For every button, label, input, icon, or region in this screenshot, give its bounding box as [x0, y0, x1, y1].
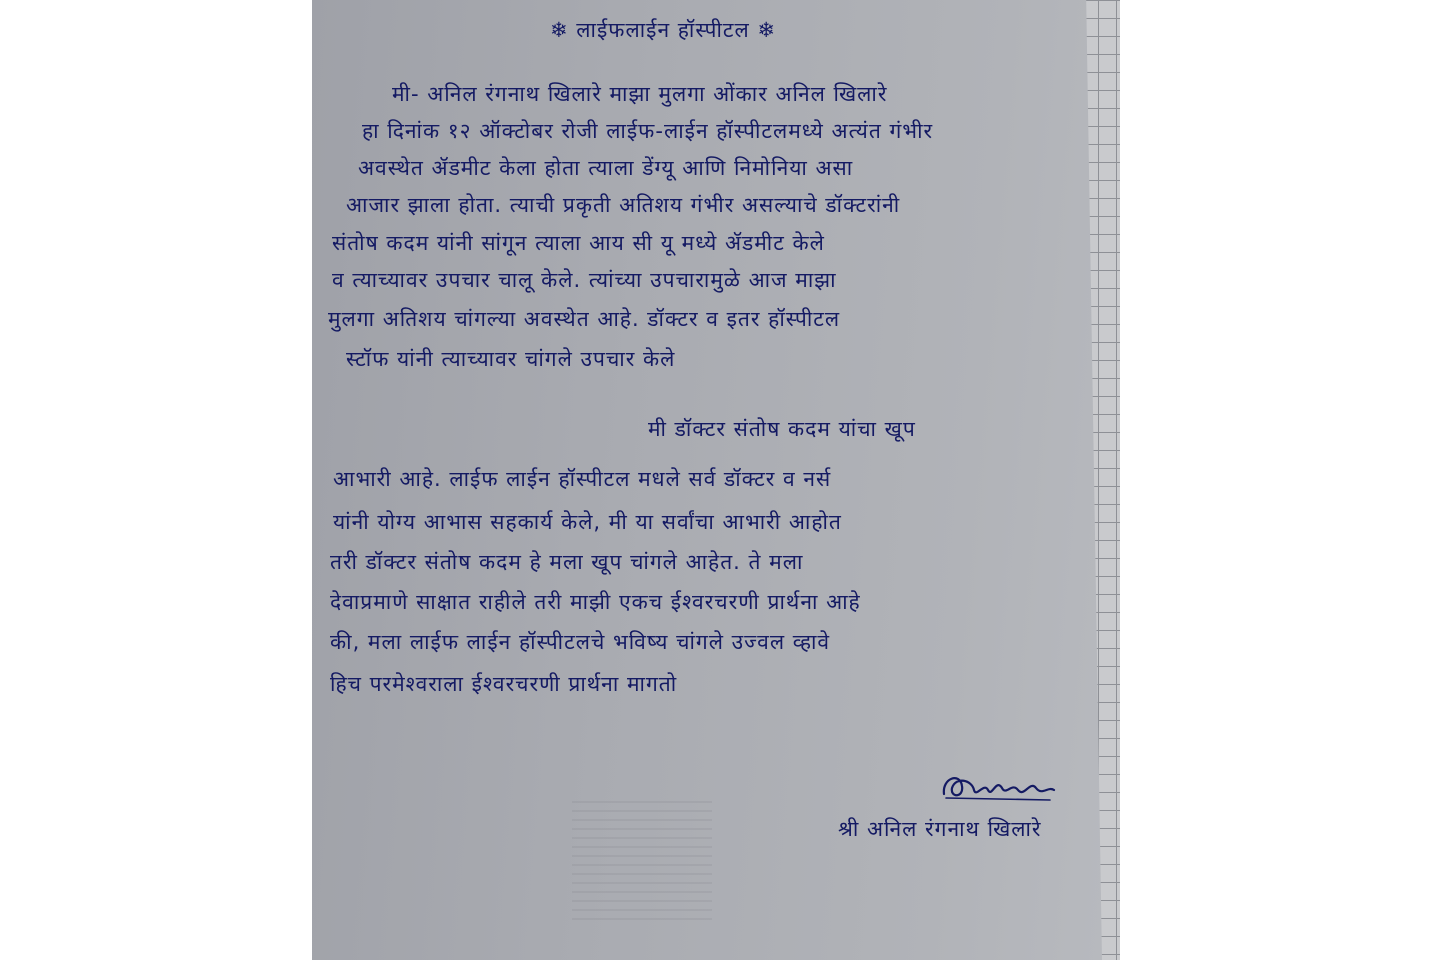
- letter-line: की, मला लाईफ लाईन हॉस्पीटलचे भविष्य चांगले उज्वल व्हावे: [330, 630, 831, 654]
- letter-line: मी- अनिल रंगनाथ खिलारे माझा मुलगा ओंकार अनिल खिलारे: [392, 82, 888, 106]
- letter-line: देवाप्रमाणे साक्षात राहीले तरी माझी एकच ईश्वरचरणी प्रार्थना आहे: [330, 590, 861, 614]
- letter-line: आजार झाला होता. त्याची प्रकृती अतिशय गंभीर असल्याचे डॉक्टरांनी: [346, 193, 901, 217]
- letter-line: मुलगा अतिशय चांगल्या अवस्थेत आहे. डॉक्टर व इतर हॉस्पीटल: [328, 307, 841, 331]
- letter-line: हा दिनांक १२ ऑक्टोबर रोजी लाईफ-लाईन हॉस्पीटलमध्ये अत्यंत गंभीर: [362, 119, 934, 143]
- letter-line: यांनी योग्य आभास सहकार्य केले, मी या सर्वांचा आभारी आहोत: [333, 510, 842, 534]
- letter-line: हिच परमेश्वराला ईश्वरचरणी प्रार्थना मागतो: [330, 672, 678, 696]
- ink-bleed-through: [572, 800, 712, 920]
- letter-line: तरी डॉक्टर संतोष कदम हे मला खूप चांगले आहेत. ते मला: [330, 550, 804, 574]
- letter-line: आभारी आहे. लाईफ लाईन हॉस्पीटल मधले सर्व डॉक्टर व नर्स: [333, 467, 832, 491]
- letter-line: संतोष कदम यांनी सांगून त्याला आय सी यू मध्ये ॲडमीट केले: [332, 231, 825, 255]
- handwritten-signature: [938, 768, 1058, 808]
- signatory-name: श्री अनिल रंगनाथ खिलारे: [838, 817, 1042, 841]
- letter-title: ❄ लाईफलाईन हॉस्पीटल ❄: [550, 18, 776, 42]
- letter-line: स्टॉफ यांनी त्याच्यावर चांगले उपचार केले: [346, 347, 676, 371]
- letter-line: अवस्थेत ॲडमीट केला होता त्याला डेंग्यू आणि निमोनिया असा: [358, 156, 854, 180]
- letter-line: मी डॉक्टर संतोष कदम यांचा खूप: [648, 417, 916, 441]
- letter-line: व त्याच्यावर उपचार चालू केले. त्यांच्या उपचारामुळे आज माझा: [332, 268, 837, 292]
